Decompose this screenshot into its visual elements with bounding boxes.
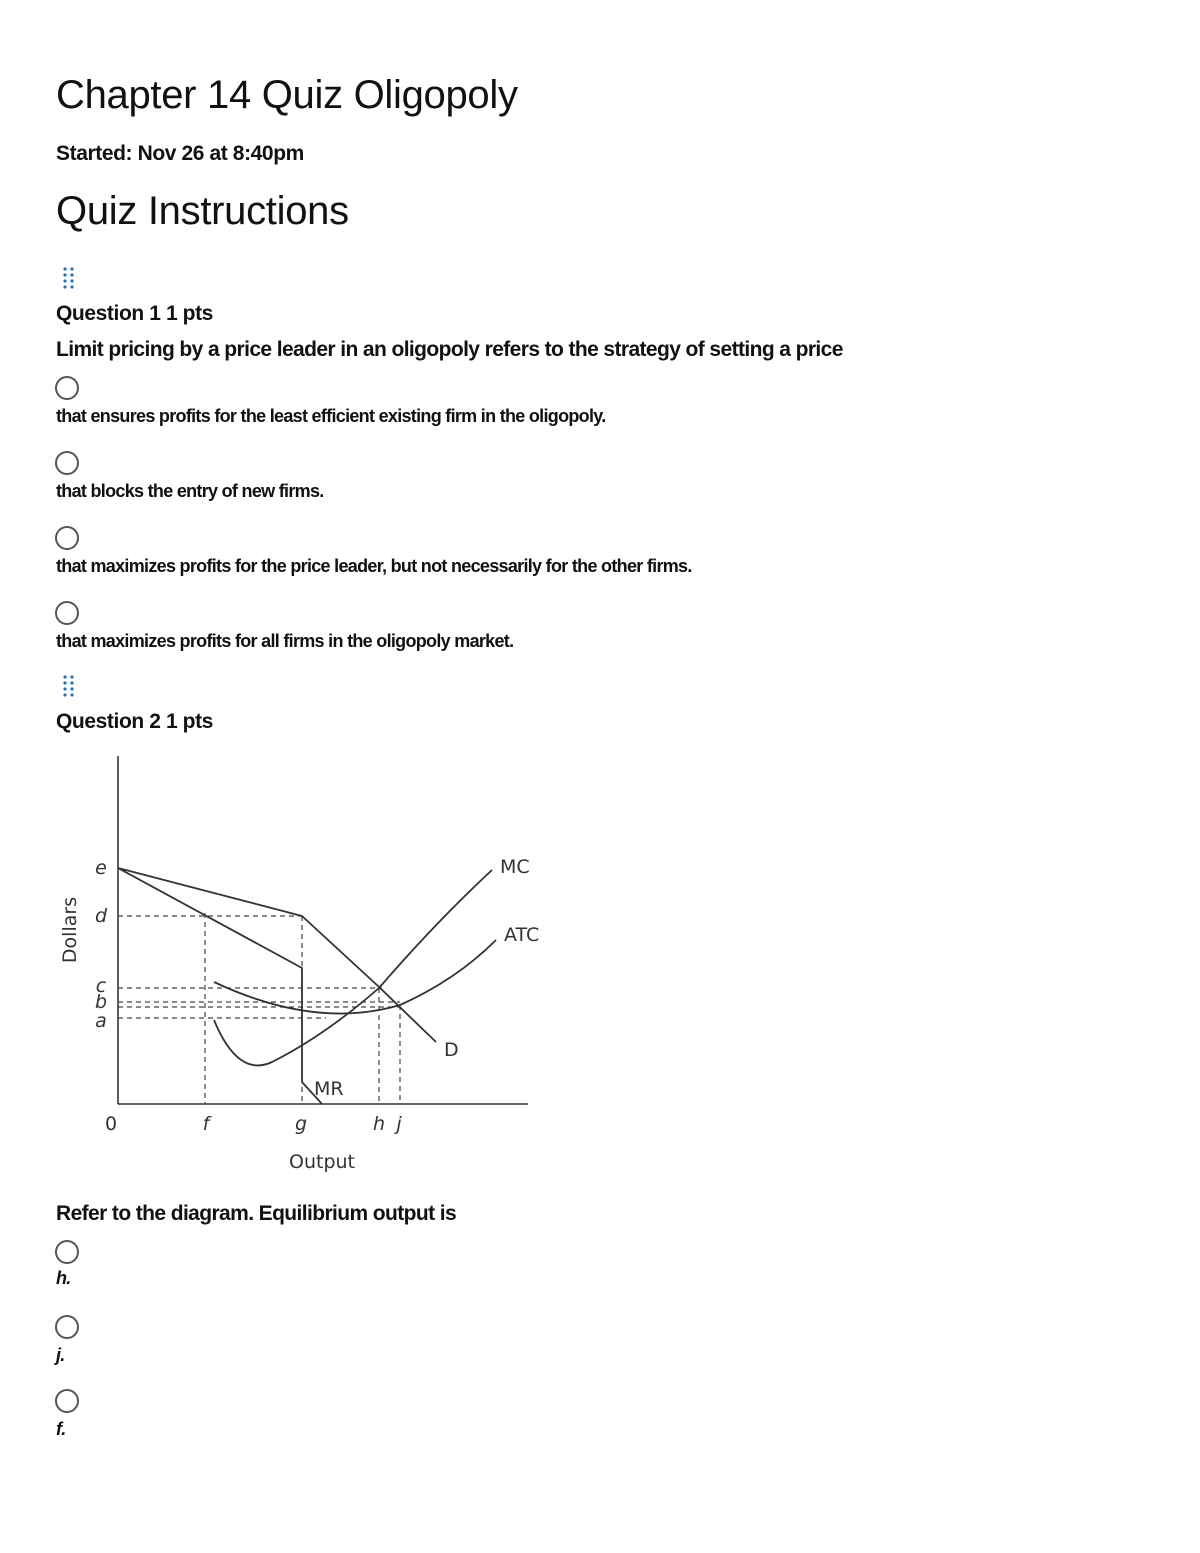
question-2-option-1-label[interactable]: h.: [56, 1268, 71, 1288]
question-1-option-3-radio[interactable]: [55, 526, 79, 550]
marginal-revenue-curve: [118, 868, 322, 1104]
x-tick-g: g: [294, 1113, 308, 1135]
question-2-option-3-label[interactable]: f.: [56, 1419, 66, 1439]
x-tick-h: h: [372, 1113, 386, 1135]
y-tick-e: e: [95, 857, 107, 879]
drag-handle-icon[interactable]: [62, 266, 76, 290]
x-tick-0: 0: [104, 1113, 118, 1135]
question-2-option-2-radio[interactable]: [55, 1315, 79, 1339]
question-1-option-2-label[interactable]: that blocks the entry of new firms.: [56, 481, 324, 501]
x-tick-j: j: [396, 1113, 402, 1135]
question-1-option-2-radio[interactable]: [55, 451, 79, 475]
oligopoly-cost-diagram: [56, 752, 556, 1182]
question-1-option-4-label[interactable]: that maximizes profits for all firms in the oligopoly market.: [56, 631, 514, 651]
y-axis-label: Dollars: [59, 896, 81, 964]
question-1-option-1-radio[interactable]: [55, 376, 79, 400]
y-tick-c: c: [95, 975, 107, 997]
question-2-option-3-radio[interactable]: [55, 1389, 79, 1413]
quiz-instructions-heading: Quiz Instructions: [56, 189, 349, 233]
question-2-header: Question 2 1 pts: [56, 710, 213, 733]
x-tick-f: f: [202, 1113, 210, 1135]
atc-label: ATC: [504, 924, 540, 946]
question-1-text: Limit pricing by a price leader in an oligopoly refers to the strategy of setting a price: [56, 338, 843, 361]
started-timestamp: Started: Nov 26 at 8:40pm: [56, 142, 304, 165]
y-tick-a: a: [95, 1010, 107, 1032]
demand-label: D: [444, 1039, 459, 1061]
question-2-option-1-radio[interactable]: [55, 1240, 79, 1264]
question-1-option-4-radio[interactable]: [55, 601, 79, 625]
y-tick-b: b: [94, 991, 108, 1013]
mc-label: MC: [500, 856, 530, 878]
drag-handle-icon[interactable]: [62, 674, 76, 698]
y-tick-d: d: [94, 905, 108, 927]
x-axis-label: Output: [289, 1151, 355, 1173]
question-2-text: Refer to the diagram. Equilibrium output is: [56, 1202, 457, 1225]
mr-label: MR: [314, 1078, 344, 1100]
question-1-option-1-label[interactable]: that ensures profits for the least efficient existing firm in the oligopoly.: [56, 406, 606, 426]
question-2-option-2-label[interactable]: j.: [56, 1345, 65, 1365]
question-1-header: Question 1 1 pts: [56, 302, 213, 325]
page-title: Chapter 14 Quiz Oligopoly: [56, 73, 518, 117]
question-1-option-3-label[interactable]: that maximizes profits for the price leader, but not necessarily for the other firms.: [56, 556, 692, 576]
marginal-cost-curve: [214, 870, 492, 1065]
